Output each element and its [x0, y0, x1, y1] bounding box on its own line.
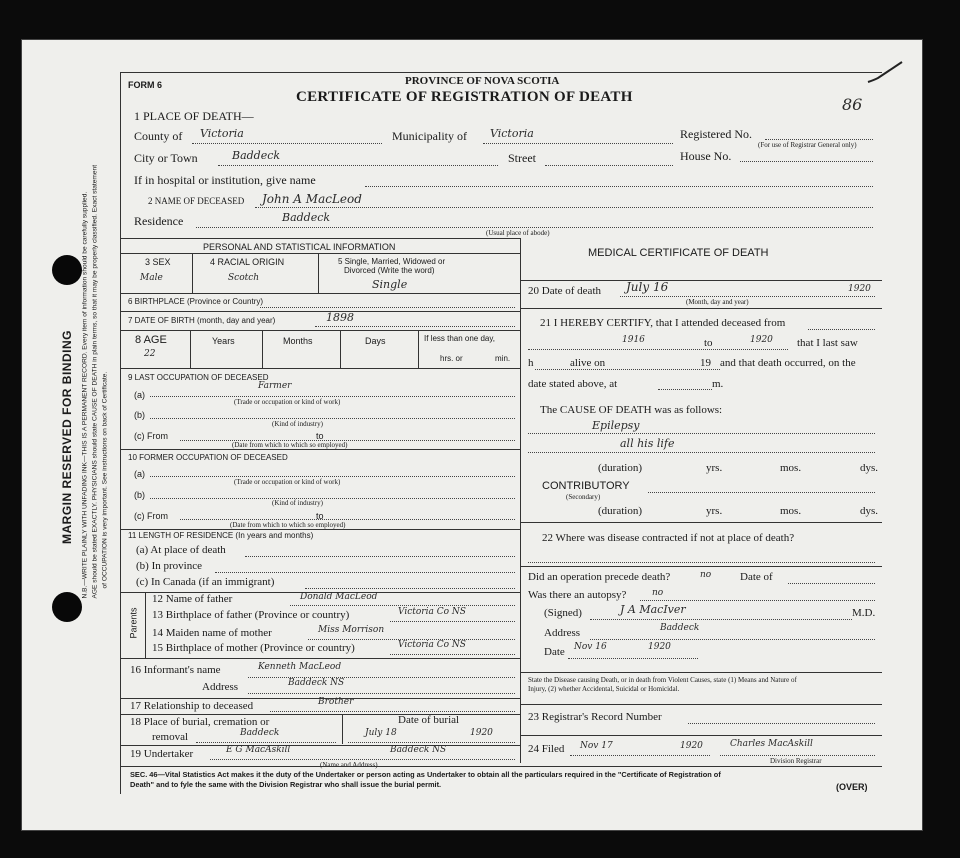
physician-date-label: Date	[544, 646, 565, 658]
duration-label-2: (duration)	[598, 505, 642, 517]
margin-instruction-3: of OCCUPATION is very important. See instructions on back of Certificate.	[101, 371, 109, 589]
over-label: (OVER)	[836, 782, 868, 792]
date-of-death-label: 20 Date of death	[528, 285, 601, 297]
binding-hole-top	[52, 255, 82, 285]
industry-note: (Kind of industry)	[272, 420, 323, 428]
dys-label-2: dys.	[860, 505, 879, 517]
autopsy-label: Was there an autopsy?	[528, 589, 627, 601]
attended-to-year: 1920	[750, 335, 773, 345]
former-trade-note: (Trade or occupation or kind of work)	[234, 478, 341, 486]
registered-no-label: Registered No.	[680, 127, 752, 141]
street-label: Street	[508, 151, 536, 165]
operation-date-label: Date of	[740, 571, 773, 583]
margin-instruction-1: N.B.—WRITE PLAINLY WITH UNFADING INK—THIS IS A PERMANENT RECORD. Every item of information should be carefully supplied.	[81, 191, 89, 599]
last-occupation-label: 9 LAST OCCUPATION OF DECEASED	[128, 373, 269, 382]
last-saw-text: that I last saw	[797, 337, 858, 349]
father-name-value: Donald MacLeod	[300, 592, 378, 602]
sex-label: 3 SEX	[145, 257, 171, 267]
margin-reserved-label: MARGIN RESERVED FOR BINDING	[59, 330, 74, 544]
occupation-b: (b)	[134, 410, 145, 420]
occupation-a: (a)	[134, 390, 145, 400]
physician-address-label: Address	[544, 627, 581, 639]
former-c-from: (c) From	[134, 511, 168, 521]
attended-to-label: to	[704, 337, 713, 349]
birthplace-label: 6 BIRTHPLACE (Province or Country)	[128, 297, 264, 306]
contributory-label: CONTRIBUTORY	[542, 480, 630, 492]
relationship-value: Brother	[318, 697, 354, 707]
residence-place-of-death: (a) At place of death	[136, 544, 226, 556]
nineteen-label: 19	[700, 357, 711, 369]
yrs-label-2: yrs.	[706, 505, 723, 517]
months-label: Months	[283, 336, 313, 346]
attended-from-year: 1916	[622, 335, 645, 345]
signed-value: J A MacIver	[620, 603, 686, 616]
filed-label: 24 Filed	[528, 743, 565, 755]
informant-address-label: Address	[202, 681, 239, 693]
former-industry-note: (Kind of industry)	[272, 499, 323, 507]
footer-sec-46-cont: Death" and to fyle the same with the Division Registrar who shall issue the burial permit.	[130, 780, 442, 789]
father-birthplace-value: Victoria Co NS	[398, 607, 466, 617]
former-a: (a)	[134, 469, 145, 479]
date-of-death-note: (Month, day and year)	[686, 298, 749, 306]
registrar-signature: Charles MacAskill	[730, 739, 813, 749]
dob-label: 7 DATE OF BIRTH (month, day and year)	[128, 316, 276, 325]
age-value: 22	[144, 349, 156, 359]
undertaker-address-value: Baddeck NS	[390, 745, 447, 755]
former-occupation-label: 10 FORMER OCCUPATION OF DECEASED	[128, 453, 288, 462]
city-value: Baddeck	[232, 149, 281, 162]
alive-on-label: alive on	[570, 357, 606, 369]
personal-info-heading: PERSONAL AND STATISTICAL INFORMATION	[203, 242, 396, 252]
cause-of-death-label: The CAUSE OF DEATH was as follows:	[540, 404, 723, 416]
residence-in-canada: (c) In Canada (if an immigrant)	[136, 576, 275, 588]
form-left-border	[120, 72, 121, 794]
former-dates-note: (Date from which to which so employed)	[230, 521, 346, 529]
informant-name-value: Kenneth MacLeod	[258, 662, 342, 672]
date-of-death-year: 1920	[848, 284, 871, 294]
less-than-day-label: If less than one day,	[424, 334, 496, 343]
secondary-note: (Secondary)	[566, 493, 601, 501]
burial-label-2: removal	[152, 731, 189, 743]
date-stated-text: date stated above, at	[528, 378, 618, 390]
dys-label-1: dys.	[860, 462, 879, 474]
informant-address-value: Baddeck NS	[288, 678, 345, 688]
physician-date-value: Nov 16	[574, 642, 607, 652]
contracted-label: 22 Where was disease contracted if not at place of death?	[542, 532, 795, 544]
filed-date-value: Nov 17	[580, 741, 613, 751]
occupation-c-from: (c) From	[134, 431, 168, 441]
operation-value: no	[700, 570, 712, 580]
registrar-record-label: 23 Registrar's Record Number	[528, 711, 662, 723]
mother-name-value: Miss Morrison	[318, 625, 385, 635]
trade-note: (Trade or occupation or kind of work)	[234, 398, 341, 406]
footer-sec-46: SEC. 46—Vital Statistics Act makes it the duty of the Undertaker or person acting as Undertaker to obtain all the particulars required in the "Certificate of Registration of	[130, 770, 721, 779]
former-b: (b)	[134, 490, 145, 500]
occupation-value: Farmer	[258, 381, 292, 391]
death-occurred-text: and that death occurred, on the	[720, 357, 856, 369]
mother-birthplace-label: 15 Birthplace of mother (Province or country)	[152, 642, 355, 654]
certificate-title: CERTIFICATE OF REGISTRATION OF DEATH	[296, 89, 633, 105]
dob-value: 1898	[326, 311, 354, 324]
marital-label-2: Divorced (Write the word)	[344, 266, 435, 275]
violent-causes-note-1: State the Disease causing Death, or in death from Violent Causes, state (1) Means and Nature of	[528, 676, 797, 684]
abode-note: (Usual place of abode)	[486, 229, 550, 237]
house-no-label: House No.	[680, 149, 732, 163]
father-name-label: 12 Name of father	[152, 593, 233, 605]
place-of-death-heading: 1 PLACE OF DEATH—	[134, 109, 254, 123]
burial-date-label: Date of burial	[398, 714, 460, 726]
filed-year-value: 1920	[680, 741, 703, 751]
signed-label: (Signed)	[544, 607, 582, 619]
sex-value: Male	[140, 273, 163, 283]
province-label: PROVINCE OF NOVA SCOTIA	[405, 75, 560, 87]
burial-year-value: 1920	[470, 728, 493, 738]
autopsy-value: no	[652, 588, 664, 598]
undertaker-name-value: E G MacAskill	[226, 745, 291, 755]
binding-hole-bottom	[52, 592, 82, 622]
dates-note: (Date from which to which so employed)	[232, 441, 348, 449]
physician-date-year: 1920	[648, 642, 671, 652]
informant-label: 16 Informant's name	[130, 664, 221, 676]
margin-instruction-2: AGE should be stated EXACTLY. PHYSICIANS should state CAUSE OF DEATH in plain terms, so that it may be properly classified. Exact statement	[91, 164, 99, 599]
residence-in-province: (b) In province	[136, 560, 202, 572]
racial-origin-value: Scotch	[228, 273, 260, 283]
undertaker-label: 19 Undertaker	[130, 748, 194, 760]
residence-value: Baddeck	[282, 211, 331, 224]
medical-certificate-heading: MEDICAL CERTIFICATE OF DEATH	[588, 247, 769, 259]
city-label: City or Town	[134, 151, 198, 165]
marital-label-1: 5 Single, Married, Widowed or	[338, 257, 446, 266]
name-of-deceased-value: John A MacLeod	[262, 192, 362, 206]
check-mark-icon	[866, 58, 906, 88]
h-label: h	[528, 357, 534, 369]
date-of-death-value: July 16	[626, 280, 669, 294]
violent-causes-note-2: Injury, (2) whether Accidental, Suicidal or Homicidal.	[528, 685, 680, 693]
length-of-residence-heading: 11 LENGTH OF RESIDENCE (In years and months)	[128, 531, 314, 540]
cause-of-death-value-1: Epilepsy	[592, 419, 640, 432]
municipality-label: Municipality of	[392, 129, 467, 143]
corner-number: 86	[842, 95, 863, 114]
hrs-label: hrs. or	[440, 354, 463, 363]
registered-no-note: (For use of Registrar General only)	[758, 141, 857, 149]
md-label: M.D.	[852, 607, 876, 619]
occupation-to: to	[316, 431, 324, 441]
hospital-label: If in hospital or institution, give name	[134, 173, 316, 187]
burial-date-value: July 18	[365, 728, 397, 738]
mother-name-label: 14 Maiden name of mother	[152, 627, 272, 639]
name-of-deceased-label: 2 NAME OF DECEASED	[148, 196, 245, 206]
years-label: Years	[212, 336, 235, 346]
operation-label: Did an operation precede death?	[528, 571, 671, 583]
parents-side-label: Parents	[128, 607, 139, 639]
father-birthplace-label: 13 Birthplace of father (Province or country)	[152, 609, 350, 621]
cause-of-death-value-2: all his life	[620, 437, 675, 450]
certify-text: 21 I HEREBY CERTIFY, that I attended deceased from	[540, 317, 786, 329]
burial-place-value: Baddeck	[240, 728, 280, 738]
mos-label-1: mos.	[780, 462, 802, 474]
burial-label-1: 18 Place of burial, cremation or	[130, 716, 270, 728]
division-registrar-note: Division Registrar	[770, 757, 822, 765]
mother-birthplace-value: Victoria Co NS	[398, 640, 466, 650]
mos-label-2: mos.	[780, 505, 802, 517]
form-number: FORM 6	[128, 80, 163, 90]
m-label: m.	[712, 378, 724, 390]
municipality-value: Victoria	[490, 127, 534, 140]
physician-address-value: Baddeck	[660, 623, 700, 633]
yrs-label-1: yrs.	[706, 462, 723, 474]
min-label: min.	[495, 354, 511, 363]
former-to: to	[316, 511, 324, 521]
racial-origin-label: 4 RACIAL ORIGIN	[210, 257, 285, 267]
county-value: Victoria	[200, 127, 244, 140]
form-top-border	[120, 72, 882, 73]
county-label: County of	[134, 129, 183, 143]
relationship-label: 17 Relationship to deceased	[130, 700, 254, 712]
marital-value: Single	[372, 278, 408, 291]
days-label: Days	[365, 336, 386, 346]
residence-label: Residence	[134, 214, 184, 228]
undertaker-note: (Name and Address)	[320, 761, 378, 769]
duration-label-1: (duration)	[598, 462, 642, 474]
age-label: 8 AGE	[135, 334, 167, 346]
